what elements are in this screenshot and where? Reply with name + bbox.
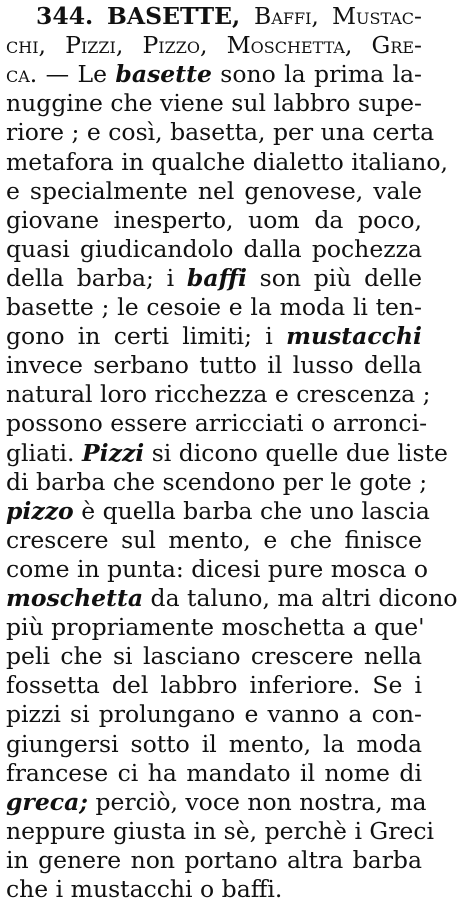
entry-number-title: 344. BASETTE, bbox=[36, 2, 255, 30]
text-line bbox=[6, 612, 425, 642]
text-run: è quella barba che uno lascia bbox=[73, 496, 430, 525]
text-run: gliati. bbox=[6, 438, 82, 467]
text-line bbox=[6, 787, 427, 817]
text-line bbox=[6, 525, 422, 555]
text-line bbox=[6, 321, 422, 351]
text-line bbox=[6, 117, 435, 147]
text-line bbox=[6, 30, 422, 60]
text-run: giungersi sotto il mento, la moda bbox=[6, 729, 422, 758]
text-run: son più delle bbox=[246, 263, 422, 292]
entry-heading-line bbox=[6, 1, 422, 31]
italic-term: pizzo bbox=[6, 496, 74, 525]
text-line bbox=[6, 147, 448, 177]
text-line bbox=[6, 263, 422, 293]
text-run: da taluno, ma altri dicono bbox=[143, 584, 458, 612]
italic-term: Pizzi bbox=[82, 438, 145, 467]
text-run: neppure giusta in sè, perchè i Greci bbox=[6, 816, 435, 845]
text-line bbox=[6, 234, 422, 264]
text-run: metafora in qualche dialetto italiano, bbox=[6, 147, 448, 176]
text-line bbox=[6, 816, 435, 846]
text-run: pizzi si prolungano e vanno a con- bbox=[6, 700, 422, 729]
italic-term: greca; bbox=[6, 787, 88, 816]
text-run: basette ; le cesoie e la moda li ten- bbox=[6, 293, 422, 321]
text-line bbox=[6, 699, 422, 729]
text-run: quasi giudicandolo dalla pochezza bbox=[6, 234, 422, 263]
text-run: e specialmente nel genovese, vale bbox=[6, 176, 422, 205]
text-run: nuggine che viene sul labbro supe- bbox=[6, 89, 423, 118]
text-run: di barba che scendono per le gote ; bbox=[6, 467, 428, 496]
text-line bbox=[6, 350, 422, 380]
text-line bbox=[6, 641, 422, 671]
document-page bbox=[6, 0, 458, 908]
text-run: francese ci ha mandato il nome di bbox=[6, 758, 422, 787]
text-run: sono la prima la- bbox=[211, 60, 422, 89]
text-line bbox=[6, 729, 422, 759]
text-line bbox=[6, 292, 422, 322]
text-line bbox=[6, 874, 422, 904]
text-run: peli che si lasciano crescere nella bbox=[6, 642, 422, 671]
small-caps-run: Baffi, Mustac- bbox=[254, 2, 422, 30]
text-run: della barba; i bbox=[6, 263, 187, 292]
text-run: fossetta del labbro inferiore. Se i bbox=[6, 671, 422, 700]
text-line bbox=[6, 845, 422, 875]
text-run: invece serbano tutto il lusso della bbox=[6, 351, 422, 380]
text-run: . — Le bbox=[29, 60, 116, 89]
text-line bbox=[6, 88, 422, 118]
text-line bbox=[6, 379, 431, 409]
text-run: giovane inesperto, uom da poco, bbox=[6, 205, 422, 234]
italic-term: baffi bbox=[186, 263, 247, 292]
text-run: crescere sul mento, e che finisce bbox=[6, 525, 422, 554]
text-line bbox=[6, 496, 430, 526]
text-line bbox=[6, 758, 422, 788]
text-line bbox=[6, 438, 448, 468]
text-line bbox=[6, 176, 422, 206]
text-line bbox=[6, 205, 422, 235]
text-run: che i mustacchi o baffi. bbox=[6, 875, 283, 903]
text-run: gono in certi limiti; i bbox=[6, 322, 287, 351]
text-line bbox=[6, 59, 422, 89]
text-run: natural loro ricchezza e crescenza ; bbox=[6, 380, 431, 409]
text-line bbox=[6, 670, 422, 700]
italic-term: basette bbox=[115, 60, 212, 89]
text-line bbox=[6, 554, 428, 584]
small-caps-run: ca bbox=[6, 60, 30, 89]
text-run: riore ; e così, basetta, per una certa bbox=[6, 118, 435, 147]
text-run: si dicono quelle due liste bbox=[144, 438, 448, 467]
text-line bbox=[6, 583, 458, 613]
text-run: perciò, voce non nostra, ma bbox=[87, 787, 427, 816]
text-run: più propriamente moschetta a que' bbox=[6, 613, 425, 642]
text-run: possono essere arricciati o arronci- bbox=[6, 409, 428, 438]
italic-term: moschetta bbox=[6, 584, 144, 612]
small-caps-run: chi, Pizzi, Pizzo, Moschetta, Gre- bbox=[6, 31, 422, 60]
text-line bbox=[6, 408, 428, 438]
text-run: come in punta: dicesi pure mosca o bbox=[6, 554, 428, 583]
text-run: in genere non portano altra barba bbox=[6, 845, 422, 874]
italic-term: mustacchi bbox=[286, 322, 422, 351]
text-line bbox=[6, 467, 428, 497]
